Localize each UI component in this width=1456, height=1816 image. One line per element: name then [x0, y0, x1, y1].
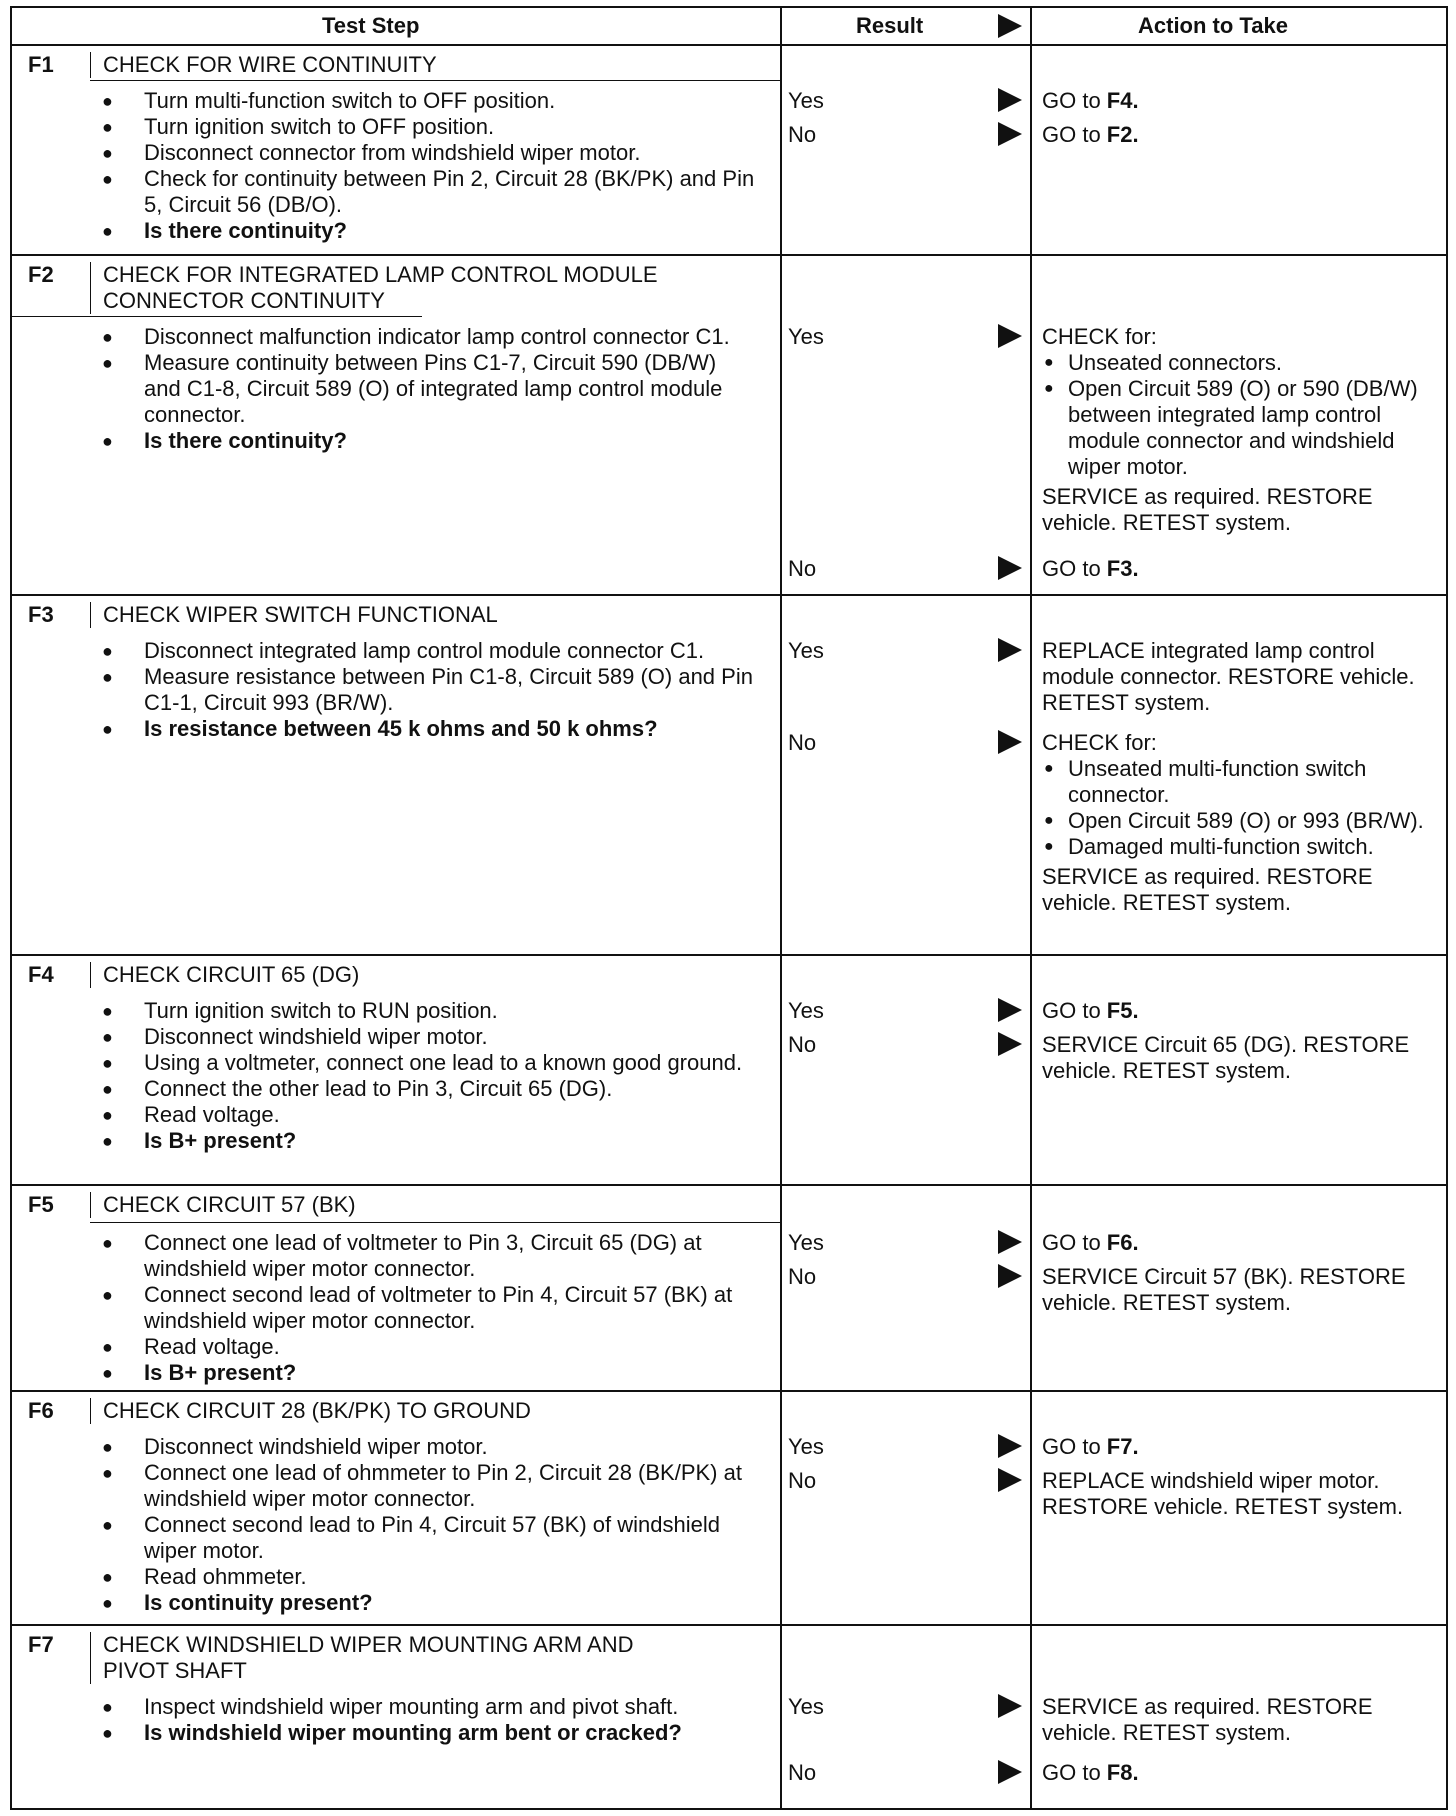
step-id: F1 — [28, 52, 54, 77]
action-text: GO to F2. — [1042, 122, 1139, 147]
bullet-item: ● Measure continuity between Pins C1-7, Circuit 590 (DB/W) and C1-8, Circuit 589 (O) of integrated lamp control module connector. — [98, 350, 758, 428]
action-text: SERVICE as required. RESTORE vehicle. RETEST system. — [1042, 1694, 1373, 1745]
service-text: SERVICE as required. RESTORE vehicle. RETEST system. — [1042, 864, 1373, 915]
result-label: Yes — [788, 88, 824, 113]
bullet-question: ● Is B+ present? — [98, 1360, 758, 1386]
bullet-item: ● Disconnect windshield wiper motor. — [98, 1434, 758, 1460]
arrow-icon — [998, 638, 1022, 662]
arrow-icon — [998, 1694, 1022, 1718]
check-list — [1042, 350, 1442, 480]
bullet-question: ● Is resistance between 45 k ohms and 50 k ohms? — [98, 716, 758, 742]
action-text: REPLACE windshield wiper motor. RESTORE vehicle. RETEST system. — [1042, 1468, 1404, 1519]
bullet-item: ● Connect one lead of voltmeter to Pin 3, Circuit 65 (DG) at windshield wiper motor connector. — [98, 1230, 758, 1282]
step-bullets — [98, 638, 758, 742]
bullet-item: ● Disconnect malfunction indicator lamp control connector C1. — [98, 324, 758, 350]
title-underline — [12, 316, 422, 317]
bullet-item: ● Read voltage. — [98, 1102, 758, 1128]
step-title-line: CHECK CIRCUIT 28 (BK/PK) TO GROUND — [103, 1398, 531, 1423]
result-label: Yes — [788, 1434, 824, 1459]
bullet-question: ● Is there continuity? — [98, 218, 758, 244]
step-bullets — [98, 998, 758, 1154]
arrow-icon — [998, 88, 1022, 112]
check-item: ● Unseated multi-function switch connector. — [1042, 756, 1442, 808]
step-title-line: CHECK CIRCUIT 57 (BK) — [103, 1192, 356, 1217]
bullet-item: ● Read voltage. — [98, 1334, 758, 1360]
check-item: ● Unseated connectors. — [1042, 350, 1442, 376]
bullet-item: ● Read ohmmeter. — [98, 1564, 758, 1590]
bullet-item: ● Turn ignition switch to OFF position. — [98, 114, 758, 140]
arrow-icon — [998, 1264, 1022, 1288]
result-label: Yes — [788, 324, 824, 349]
bullet-item: ● Disconnect connector from windshield wiper motor. — [98, 140, 758, 166]
step-title-line: CHECK WINDSHIELD WIPER MOUNTING ARM AND — [103, 1632, 634, 1657]
check-list — [1042, 756, 1442, 860]
arrow-icon — [998, 122, 1022, 146]
table-row — [12, 46, 1446, 256]
action-block — [1042, 324, 1442, 536]
diagnostic-table — [10, 6, 1448, 1810]
result-label: Yes — [788, 1694, 824, 1719]
service-text: SERVICE as required. RESTORE vehicle. RETEST system. — [1042, 484, 1373, 535]
arrow-icon — [998, 1434, 1022, 1458]
table-row — [12, 596, 1446, 956]
bullet-question: ● Is there continuity? — [98, 428, 758, 454]
step-id: F7 — [28, 1632, 54, 1657]
action-text: GO to F5. — [1042, 998, 1139, 1023]
arrow-icon — [998, 1230, 1022, 1254]
arrow-icon — [998, 998, 1022, 1022]
step-id: F4 — [28, 962, 54, 987]
result-label: No — [788, 1760, 817, 1785]
table-header — [12, 8, 1446, 46]
action-text: GO to F6. — [1042, 1230, 1139, 1255]
bullet-item: ● Turn ignition switch to RUN position. — [98, 998, 758, 1024]
bullet-item: ● Inspect windshield wiper mounting arm and pivot shaft. — [98, 1694, 758, 1720]
check-for-label: CHECK for: — [1042, 324, 1157, 349]
step-title-line: PIVOT SHAFT — [103, 1658, 247, 1683]
step-bullets — [98, 88, 758, 244]
bullet-item: ● Measure resistance between Pin C1-8, Circuit 589 (O) and Pin C1-1, Circuit 993 (BR/W). — [98, 664, 758, 716]
check-item: ● Open Circuit 589 (O) or 590 (DB/W) between integrated lamp control module connector and windshield wiper motor. — [1042, 376, 1442, 480]
result-label: No — [788, 556, 817, 581]
table-row — [12, 256, 1446, 596]
step-bullets — [98, 1694, 758, 1746]
step-id: F3 — [28, 602, 54, 627]
title-underline — [90, 1222, 780, 1223]
step-bullets — [98, 1230, 758, 1386]
action-text: SERVICE Circuit 57 (BK). RESTORE vehicle. RETEST system. — [1042, 1264, 1406, 1315]
arrow-icon — [998, 1468, 1022, 1492]
table-row — [12, 1626, 1446, 1812]
check-item: ● Open Circuit 589 (O) or 993 (BR/W). — [1042, 808, 1442, 834]
step-bullets — [98, 324, 758, 454]
step-title — [90, 1192, 770, 1218]
bullet-item: ● Disconnect integrated lamp control module connector C1. — [98, 638, 758, 664]
step-title-line: CONNECTOR CONTINUITY — [103, 288, 385, 313]
bullet-item: ● Disconnect windshield wiper motor. — [98, 1024, 758, 1050]
bullet-item: ● Turn multi-function switch to OFF position. — [98, 88, 758, 114]
step-title — [90, 262, 770, 314]
step-title — [90, 602, 770, 628]
bullet-item: ● Connect second lead of voltmeter to Pin 4, Circuit 57 (BK) at windshield wiper motor connector. — [98, 1282, 758, 1334]
step-title-line: CHECK CIRCUIT 65 (DG) — [103, 962, 360, 987]
result-label: Yes — [788, 998, 824, 1023]
bullet-item: ● Using a voltmeter, connect one lead to a known good ground. — [98, 1050, 758, 1076]
bullet-question: ● Is continuity present? — [98, 1590, 758, 1616]
action-text: GO to F7. — [1042, 1434, 1139, 1459]
step-title — [90, 962, 770, 988]
action-text: SERVICE Circuit 65 (DG). RESTORE vehicle. RETEST system. — [1042, 1032, 1410, 1083]
action-block — [1042, 730, 1442, 916]
action-text: GO to F3. — [1042, 556, 1139, 581]
step-id: F6 — [28, 1398, 54, 1423]
result-label: No — [788, 730, 817, 755]
step-id: F2 — [28, 262, 54, 287]
step-id: F5 — [28, 1192, 54, 1217]
header-arrow-icon — [998, 14, 1022, 38]
result-label: No — [788, 1032, 817, 1057]
step-title — [90, 1398, 770, 1424]
step-title-line: CHECK FOR WIRE CONTINUITY — [103, 52, 437, 77]
result-label: No — [788, 1468, 817, 1493]
title-underline — [90, 80, 780, 81]
bullet-item: ● Check for continuity between Pin 2, Circuit 28 (BK/PK) and Pin 5, Circuit 56 (DB/O). — [98, 166, 758, 218]
arrow-icon — [998, 730, 1022, 754]
header-result: Result — [856, 13, 924, 38]
arrow-icon — [998, 1760, 1022, 1784]
bullet-question: ● Is windshield wiper mounting arm bent or cracked? — [98, 1720, 758, 1746]
table-row — [12, 1392, 1446, 1626]
action-text: REPLACE integrated lamp control module connector. RESTORE vehicle. RETEST system. — [1042, 638, 1415, 715]
table-row — [12, 1186, 1446, 1392]
check-item: ● Damaged multi-function switch. — [1042, 834, 1442, 860]
bullet-question: ● Is B+ present? — [98, 1128, 758, 1154]
result-label: No — [788, 122, 817, 147]
result-label: Yes — [788, 1230, 824, 1255]
result-label: Yes — [788, 638, 824, 663]
action-text: GO to F4. — [1042, 88, 1139, 113]
step-title — [90, 52, 770, 78]
arrow-icon — [998, 1032, 1022, 1056]
action-text: GO to F8. — [1042, 1760, 1139, 1785]
step-title-line: CHECK WIPER SWITCH FUNCTIONAL — [103, 602, 498, 627]
bullet-item: ● Connect the other lead to Pin 3, Circuit 65 (DG). — [98, 1076, 758, 1102]
result-label: No — [788, 1264, 817, 1289]
step-title-line: CHECK FOR INTEGRATED LAMP CONTROL MODULE — [103, 262, 658, 287]
check-for-label: CHECK for: — [1042, 730, 1157, 755]
arrow-icon — [998, 556, 1022, 580]
header-test-step: Test Step — [322, 13, 420, 38]
arrow-icon — [998, 324, 1022, 348]
header-action: Action to Take — [1138, 13, 1288, 38]
step-bullets — [98, 1434, 758, 1616]
step-title — [90, 1632, 770, 1684]
bullet-item: ● Connect second lead to Pin 4, Circuit 57 (BK) of windshield wiper motor. — [98, 1512, 758, 1564]
table-row — [12, 956, 1446, 1186]
bullet-item: ● Connect one lead of ohmmeter to Pin 2, Circuit 28 (BK/PK) at windshield wiper motor connector. — [98, 1460, 758, 1512]
